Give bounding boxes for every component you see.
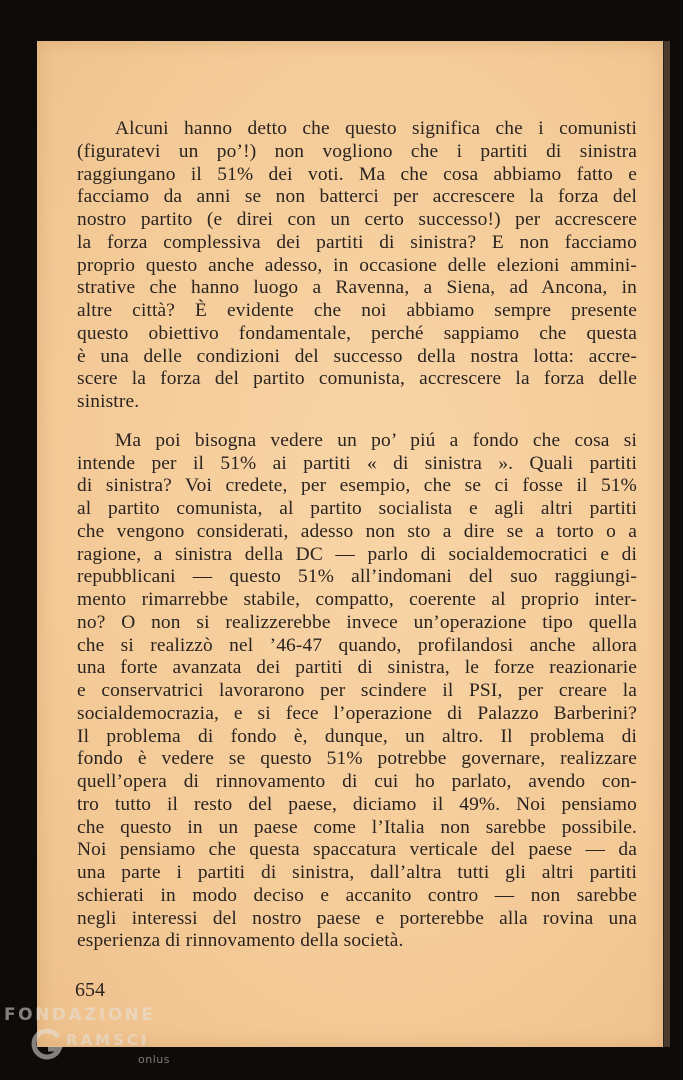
text-line: esperienza di rinnovamento della società. [77, 930, 404, 952]
watermark-line-3: onlus [138, 1053, 170, 1066]
text-line: che vengono considerati, adesso non sto a dire se a torto o a [77, 520, 637, 542]
paragraph-1 [77, 118, 637, 414]
text-line: socialdemocrazia, e si fece l’operazione di Palazzo Barberini? [77, 702, 637, 724]
text-line: e conservatrici lavorarono per scindere il PSI, per creare la [77, 680, 637, 701]
text-line: di sinistra? Voi credete, per esempio, che se ci fosse il 51% [77, 475, 637, 497]
text-line: proprio questo anche adesso, in occasione delle elezioni ammini- [77, 254, 637, 276]
text-line: ragione, a sinistra della DC — parlo di socialdemocratici e di [77, 543, 637, 565]
text-line: repubblicani — questo 51% all’indomani del suo raggiungi- [77, 566, 637, 588]
text-line: Ma poi bisogna vedere un po’ piú a fondo che cosa si [115, 429, 637, 451]
watermark-line-2: RAMSCI [66, 1031, 150, 1049]
text-line: Alcuni hanno detto che questo significa che i comunisti [115, 118, 637, 139]
text-line: Noi pensiamo che questa spaccatura verticale del paese — da [77, 839, 637, 861]
paragraph-2 [77, 430, 637, 953]
page-edge [664, 41, 670, 1047]
text-line: (figuratevi un po’!) non vogliono che i partiti di sinistra [77, 140, 637, 162]
text-line: negli interessi del nostro paese e porterebbe alla rovina una [77, 907, 637, 929]
text-line: strative che hanno luogo a Ravenna, a Siena, ad Ancona, in [77, 277, 637, 299]
text-line: è una delle condizioni del successo della nostra lotta: accre- [77, 345, 637, 367]
text-line: una parte i partiti di sinistra, dall’altra tutti gli altri partiti [77, 862, 637, 883]
watermark-logo [4, 1003, 204, 1073]
text-line: no? O non si realizzerebbe invece un’operazione tipo quella [77, 611, 637, 633]
body-text [77, 118, 637, 953]
text-line: facciamo da anni se non batterci per accrescere la forza del [77, 186, 637, 208]
text-line: mento rimarrebbe stabile, compatto, coerente al proprio inter- [77, 589, 637, 610]
text-line: nostro partito (e direi con un certo successo!) per accrescere [77, 209, 637, 230]
text-line: tro tutto il resto del paese, diciamo il 49%. Noi pensiamo [77, 793, 637, 815]
text-line: una forte avanzata dei partiti di sinistra, le forze reazionarie [77, 657, 637, 679]
page-number: 654 [75, 979, 105, 1001]
text-line: che si realizzò nel ’46-47 quando, profilandosi anche allora [77, 634, 637, 656]
text-line: Il problema di fondo è, dunque, un altro. Il problema di [77, 725, 637, 747]
gramsci-g-icon [30, 1027, 64, 1061]
text-line: che questo in un paese come l’Italia non sarebbe possibile. [77, 816, 637, 838]
text-line: intende per il 51% ai partiti « di sinistra ». Quali partiti [77, 452, 637, 474]
text-line: scere la forza del partito comunista, accrescere la forza delle [77, 368, 637, 390]
text-line: sinistre. [77, 391, 140, 412]
text-line: schierati in modo deciso e accanito contro — non sarebbe [77, 884, 637, 906]
text-line: questo obiettivo fondamentale, perché sappiamo che questa [77, 322, 637, 344]
text-line: altre città? È evidente che noi abbiamo sempre presente [77, 300, 637, 321]
text-line: al partito comunista, al partito socialista e agli altri partiti [77, 498, 637, 519]
text-line: quell’opera di rinnovamento di cui ho parlato, avendo con- [77, 771, 637, 792]
watermark-line-1: FONDAZIONE [4, 1005, 156, 1025]
text-line: la forza complessiva dei partiti di sinistra? E non facciamo [77, 231, 637, 253]
text-line: raggiungano il 51% dei voti. Ma che cosa abbiamo fatto e [77, 163, 637, 185]
text-line: fondo è vedere se questo 51% potrebbe governare, realizzare [77, 748, 637, 770]
